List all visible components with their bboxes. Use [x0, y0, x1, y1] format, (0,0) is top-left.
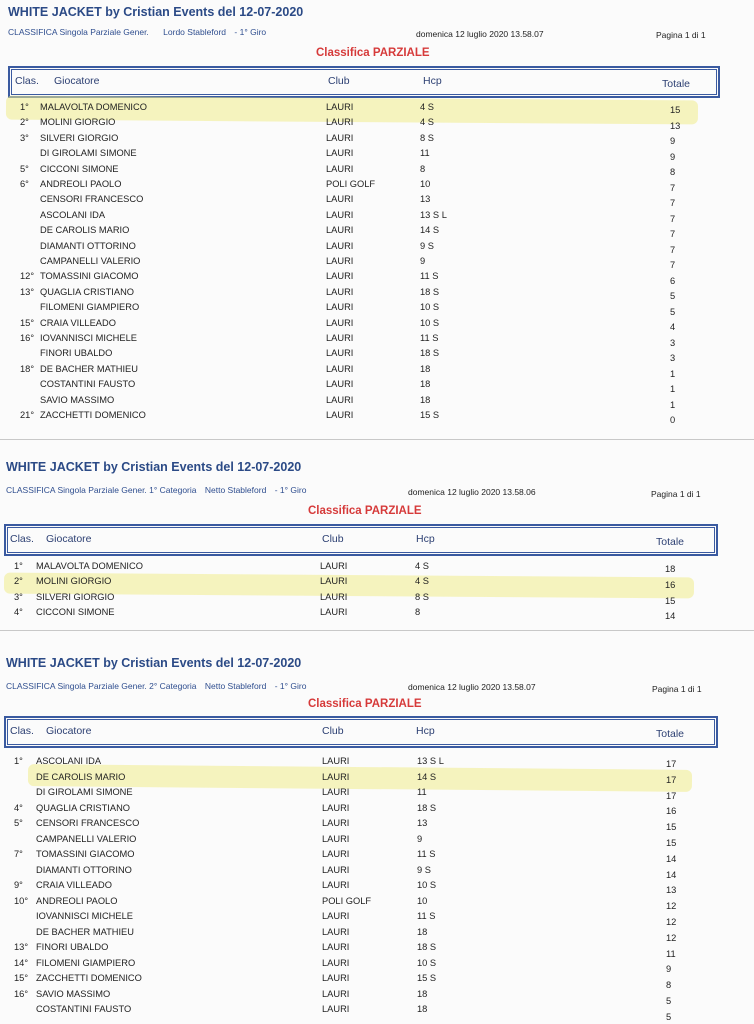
table-row: [0, 164, 754, 179]
rank-cell: 10°: [14, 895, 29, 906]
header-totale: Totale: [656, 536, 685, 548]
table-row: [0, 772, 754, 787]
header-totale: Totale: [662, 78, 691, 90]
rank-cell: 7°: [14, 849, 23, 859]
player-name-cell: IOVANNISCI MICHELE: [36, 911, 133, 921]
club-cell: LAURI: [326, 348, 354, 359]
hcp-cell: 18 S: [417, 942, 437, 952]
player-name-cell: SILVERI GIORGIO: [36, 591, 115, 602]
player-name-cell: FINORI UBALDO: [40, 348, 113, 359]
club-cell: LAURI: [326, 194, 354, 205]
hcp-cell: 11 S: [417, 911, 436, 921]
player-name-cell: CICCONI SIMONE: [40, 163, 119, 174]
hcp-cell: 10: [417, 895, 428, 906]
rank-cell: 1°: [14, 756, 23, 766]
header-totale: Totale: [656, 728, 685, 740]
player-name-cell: FILOMENI GIAMPIERO: [40, 302, 140, 313]
page-indicator: Pagina 1 di 1: [651, 489, 701, 499]
header-clas: Clas.: [10, 533, 34, 545]
club-cell: LAURI: [326, 286, 354, 297]
player-name-cell: QUAGLIA CRISTIANO: [36, 802, 131, 813]
hcp-cell: 18: [417, 988, 428, 999]
club-cell: LAURI: [326, 363, 354, 374]
total-cell: 17: [666, 774, 677, 785]
player-name-cell: SAVIO MASSIMO: [36, 988, 111, 999]
total-cell: 9: [670, 136, 676, 147]
player-name-cell: FINORI UBALDO: [36, 942, 109, 952]
player-name-cell: ASCOLANI IDA: [40, 209, 106, 220]
hcp-cell: 18: [420, 363, 431, 374]
hcp-cell: 9 S: [417, 864, 431, 875]
section-title: WHITE JACKET by Cristian Events del 12-07-2020: [6, 656, 302, 670]
hcp-cell: 4 S: [415, 561, 429, 571]
player-name-cell: CAMPANELLI VALERIO: [36, 833, 137, 844]
total-cell: 7: [670, 260, 676, 271]
rank-cell: 4°: [14, 607, 23, 618]
hcp-cell: 8: [420, 163, 426, 174]
table-row: [0, 607, 754, 622]
rank-cell: 13°: [14, 942, 29, 952]
player-name-cell: CRAIA VILLEADO: [40, 317, 116, 328]
rank-cell: 1°: [20, 102, 29, 112]
total-cell: 7: [670, 182, 676, 193]
rank-cell: 13°: [20, 286, 35, 297]
club-cell: LAURI: [326, 333, 354, 343]
club-cell: POLI GOLF: [326, 179, 376, 189]
club-cell: LAURI: [326, 225, 354, 236]
player-name-cell: CRAIA VILLEADO: [36, 880, 112, 890]
player-name-cell: COSTANTINI FAUSTO: [36, 1004, 132, 1014]
player-name-cell: MOLINI GIORGIO: [40, 117, 116, 128]
classifica-label: Classifica PARZIALE: [308, 698, 422, 710]
table-row: [0, 410, 754, 425]
club-cell: LAURI: [326, 240, 354, 251]
hcp-cell: 11: [417, 787, 427, 797]
club-cell: LAURI: [322, 864, 350, 875]
hcp-cell: 18 S: [420, 348, 440, 359]
header-hcp: Hcp: [416, 725, 435, 737]
header-club: Club: [328, 75, 350, 87]
total-cell: 14: [666, 869, 677, 880]
club-cell: LAURI: [326, 379, 354, 390]
table-row: [0, 818, 754, 833]
table-row: [0, 756, 754, 771]
rank-cell: 16°: [20, 333, 35, 343]
section-subtitle: CLASSIFICA Singola Parziale Gener. 1° Categoria Netto Stableford - 1° Giro: [6, 485, 307, 495]
print-datetime: domenica 12 luglio 2020 13.58.07: [416, 29, 544, 39]
header-hcp: Hcp: [423, 75, 442, 87]
rank-cell: 3°: [20, 132, 29, 143]
section-divider: [0, 439, 754, 440]
total-cell: 1: [670, 399, 676, 410]
hcp-cell: 10 S: [420, 302, 440, 313]
print-datetime: domenica 12 luglio 2020 13.58.06: [408, 487, 536, 497]
hcp-cell: 11 S: [417, 849, 436, 859]
player-name-cell: MALAVOLTA DOMENICO: [36, 561, 143, 571]
section-title: WHITE JACKET by Cristian Events del 12-07-2020: [6, 460, 302, 474]
total-cell: 12: [666, 901, 677, 912]
rank-cell: 12°: [20, 271, 35, 282]
player-name-cell: ZACCHETTI DOMENICO: [40, 410, 146, 420]
page-indicator: Pagina 1 di 1: [656, 30, 706, 40]
total-cell: 8: [670, 167, 676, 178]
total-cell: 11: [666, 948, 676, 959]
club-cell: LAURI: [326, 410, 354, 420]
player-name-cell: DIAMANTI OTTORINO: [40, 240, 136, 251]
total-cell: 5: [666, 1011, 672, 1022]
player-name-cell: ANDREOLI PAOLO: [36, 895, 118, 906]
total-cell: 1: [670, 384, 676, 395]
table-row: [0, 1004, 754, 1022]
player-name-cell: CICCONI SIMONE: [36, 607, 115, 618]
player-name-cell: SAVIO MASSIMO: [40, 394, 115, 405]
total-cell: 16: [665, 579, 676, 590]
total-cell: 6: [670, 275, 676, 286]
player-name-cell: DE BACHER MATHIEU: [36, 926, 134, 937]
hcp-cell: 18: [417, 926, 428, 937]
hcp-cell: 10: [420, 179, 431, 189]
club-cell: LAURI: [322, 771, 350, 782]
table-row: [0, 896, 754, 911]
player-name-cell: SILVERI GIORGIO: [40, 132, 119, 143]
club-cell: LAURI: [322, 926, 350, 937]
table-row: [0, 333, 754, 348]
header-giocatore: Giocatore: [54, 75, 100, 87]
club-cell: LAURI: [322, 911, 350, 921]
total-cell: 14: [665, 611, 676, 622]
club-cell: LAURI: [326, 102, 354, 112]
club-cell: LAURI: [320, 561, 348, 571]
table-header: [4, 524, 718, 556]
club-cell: LAURI: [326, 256, 354, 266]
section-divider: [0, 630, 754, 631]
player-name-cell: ASCOLANI IDA: [36, 756, 102, 766]
table-row: [0, 256, 754, 271]
table-row: [0, 348, 754, 363]
table-row: [0, 865, 754, 880]
total-cell: 16: [666, 806, 677, 817]
club-cell: LAURI: [326, 132, 354, 143]
hcp-cell: 18: [420, 394, 431, 405]
table-row: [0, 287, 754, 302]
rank-cell: 15°: [14, 973, 29, 983]
hcp-cell: 13: [417, 818, 428, 828]
table-row: [0, 958, 754, 973]
table-row: [0, 989, 754, 1004]
table-row: [0, 379, 754, 394]
total-cell: 13: [670, 120, 681, 131]
table-row: [0, 942, 754, 957]
club-cell: LAURI: [326, 117, 354, 128]
hcp-cell: 11 S: [420, 333, 439, 343]
club-cell: LAURI: [326, 271, 354, 282]
player-name-cell: DI GIROLAMI SIMONE: [40, 148, 137, 159]
table-row: [0, 179, 754, 194]
hcp-cell: 11: [420, 148, 430, 159]
table-row: [0, 561, 754, 576]
player-name-cell: CENSORI FRANCESCO: [36, 818, 140, 828]
total-cell: 4: [670, 322, 676, 333]
hcp-cell: 11 S: [420, 271, 439, 282]
table-row: [0, 880, 754, 895]
total-cell: 15: [666, 838, 677, 848]
club-cell: LAURI: [320, 607, 348, 618]
rank-cell: 6°: [20, 179, 29, 189]
table-row: [0, 133, 754, 148]
club-cell: LAURI: [320, 591, 348, 602]
total-cell: 13: [666, 885, 677, 896]
club-cell: LAURI: [322, 756, 350, 766]
club-cell: LAURI: [322, 942, 350, 952]
table-row: [0, 102, 754, 117]
header-club: Club: [322, 725, 344, 737]
player-name-cell: DE CAROLIS MARIO: [40, 225, 130, 236]
hcp-cell: 9: [417, 833, 423, 844]
table-row: [0, 576, 754, 591]
hcp-cell: 8 S: [420, 132, 434, 143]
rank-cell: 16°: [14, 988, 29, 999]
hcp-cell: 9: [420, 256, 426, 266]
header-giocatore: Giocatore: [46, 533, 92, 545]
table-row: [0, 364, 754, 379]
club-cell: LAURI: [322, 849, 350, 859]
hcp-cell: 18 S: [417, 802, 437, 813]
hcp-cell: 10 S: [420, 317, 440, 328]
total-cell: 8: [666, 980, 672, 991]
club-cell: LAURI: [326, 302, 354, 313]
rank-cell: 3°: [14, 591, 23, 602]
total-cell: 5: [670, 306, 676, 317]
total-cell: 0: [670, 415, 676, 426]
player-name-cell: QUAGLIA CRISTIANO: [40, 286, 135, 297]
total-cell: 7: [670, 229, 676, 240]
classifica-label: Classifica PARZIALE: [316, 47, 430, 59]
rank-cell: 4°: [14, 802, 23, 813]
total-cell: 14: [666, 853, 677, 864]
table-row: [0, 241, 754, 256]
table-row: [0, 927, 754, 942]
hcp-cell: 9 S: [420, 240, 434, 251]
table-row: [0, 148, 754, 163]
rank-cell: 15°: [20, 317, 35, 328]
rank-cell: 5°: [20, 163, 29, 174]
table-row: [0, 210, 754, 225]
table-row: [0, 973, 754, 991]
rank-cell: 18°: [20, 363, 35, 374]
header-club: Club: [322, 533, 344, 545]
total-cell: 7: [670, 213, 676, 224]
club-cell: LAURI: [322, 818, 350, 828]
section-subtitle: CLASSIFICA Singola Parziale Gener. 2° Categoria Netto Stableford - 1° Giro: [6, 681, 307, 691]
total-cell: 15: [665, 595, 676, 606]
total-cell: 9: [670, 151, 676, 162]
hcp-cell: 13: [420, 194, 431, 205]
player-name-cell: ANDREOLI PAOLO: [40, 179, 122, 189]
club-cell: POLI GOLF: [322, 895, 372, 906]
club-cell: LAURI: [326, 394, 354, 405]
page-indicator: Pagina 1 di 1: [652, 684, 702, 694]
table-row: [0, 911, 754, 926]
hcp-cell: 10 S: [417, 957, 437, 968]
total-cell: 5: [670, 291, 676, 302]
table-row: [0, 225, 754, 240]
player-name-cell: MALAVOLTA DOMENICO: [40, 102, 147, 112]
player-name-cell: TOMASSINI GIACOMO: [40, 271, 139, 282]
rank-cell: 2°: [14, 576, 23, 587]
club-cell: LAURI: [322, 880, 350, 890]
hcp-cell: 13 S L: [417, 756, 444, 766]
table-row: [0, 302, 754, 317]
total-cell: 15: [666, 822, 677, 833]
header-clas: Clas.: [15, 75, 39, 87]
player-name-cell: DI GIROLAMI SIMONE: [36, 787, 133, 797]
hcp-cell: 4 S: [415, 576, 429, 587]
club-cell: LAURI: [322, 787, 350, 797]
hcp-cell: 18: [420, 379, 431, 390]
classifica-label: Classifica PARZIALE: [308, 505, 422, 517]
table-row: [0, 318, 754, 333]
rank-cell: 21°: [20, 410, 35, 420]
section-subtitle: CLASSIFICA Singola Parziale Gener. Lordo Stableford - 1° Giro: [8, 27, 267, 37]
player-name-cell: IOVANNISCI MICHELE: [40, 333, 137, 343]
section-title: WHITE JACKET by Cristian Events del 12-07-2020: [8, 5, 304, 19]
player-name-cell: FILOMENI GIAMPIERO: [36, 957, 136, 968]
print-datetime: domenica 12 luglio 2020 13.58.07: [408, 682, 536, 692]
club-cell: LAURI: [322, 833, 350, 844]
table-row: [0, 787, 754, 802]
hcp-cell: 18: [417, 1004, 428, 1014]
club-cell: LAURI: [322, 988, 350, 999]
hcp-cell: 4 S: [420, 117, 434, 128]
hcp-cell: 8 S: [415, 591, 429, 602]
rank-cell: 14°: [14, 957, 29, 968]
club-cell: LAURI: [322, 802, 350, 813]
player-name-cell: CENSORI FRANCESCO: [40, 194, 144, 205]
rank-cell: 2°: [20, 117, 29, 128]
hcp-cell: 15 S: [417, 973, 437, 983]
player-name-cell: COSTANTINI FAUSTO: [40, 379, 136, 390]
total-cell: 12: [666, 917, 677, 927]
table-row: [0, 271, 754, 286]
header-hcp: Hcp: [416, 533, 435, 545]
total-cell: 3: [670, 337, 676, 348]
hcp-cell: 4 S: [420, 102, 434, 112]
total-cell: 12: [666, 932, 677, 943]
hcp-cell: 14 S: [417, 771, 437, 782]
table-row: [0, 834, 754, 849]
table-row: [0, 395, 754, 410]
club-cell: LAURI: [326, 163, 354, 174]
table-row: [0, 592, 754, 607]
table-row: [0, 194, 754, 209]
hcp-cell: 15 S: [420, 410, 440, 420]
rank-cell: 1°: [14, 561, 23, 571]
player-name-cell: DIAMANTI OTTORINO: [36, 864, 132, 875]
table-row: [0, 803, 754, 818]
total-cell: 9: [666, 964, 672, 975]
player-name-cell: TOMASSINI GIACOMO: [36, 849, 135, 859]
hcp-cell: 18 S: [420, 286, 440, 297]
table-row: [0, 849, 754, 864]
hcp-cell: 13 S L: [420, 209, 447, 220]
club-cell: LAURI: [320, 576, 348, 587]
hcp-cell: 14 S: [420, 225, 440, 236]
header-giocatore: Giocatore: [46, 725, 92, 737]
table-header: [8, 66, 720, 98]
club-cell: LAURI: [326, 148, 354, 159]
total-cell: 5: [666, 996, 672, 1006]
total-cell: 15: [670, 105, 681, 115]
club-cell: LAURI: [322, 973, 350, 983]
club-cell: LAURI: [326, 317, 354, 328]
total-cell: 18: [665, 564, 676, 574]
rank-cell: 5°: [14, 818, 23, 828]
hcp-cell: 8: [415, 607, 421, 618]
club-cell: LAURI: [326, 209, 354, 220]
table-header: [4, 716, 718, 748]
header-clas: Clas.: [10, 725, 34, 737]
player-name-cell: ZACCHETTI DOMENICO: [36, 973, 142, 983]
total-cell: 3: [670, 353, 676, 364]
club-cell: LAURI: [322, 1004, 350, 1014]
total-cell: 7: [670, 244, 676, 255]
total-cell: 17: [666, 759, 677, 769]
player-name-cell: DE BACHER MATHIEU: [40, 363, 138, 374]
player-name-cell: CAMPANELLI VALERIO: [40, 256, 141, 266]
total-cell: 7: [670, 198, 676, 209]
hcp-cell: 10 S: [417, 880, 437, 890]
table-row: [0, 117, 754, 132]
rank-cell: 9°: [14, 880, 23, 890]
club-cell: LAURI: [322, 957, 350, 968]
player-name-cell: MOLINI GIORGIO: [36, 576, 112, 587]
total-cell: 1: [670, 368, 676, 379]
total-cell: 17: [666, 790, 677, 801]
player-name-cell: DE CAROLIS MARIO: [36, 771, 126, 782]
